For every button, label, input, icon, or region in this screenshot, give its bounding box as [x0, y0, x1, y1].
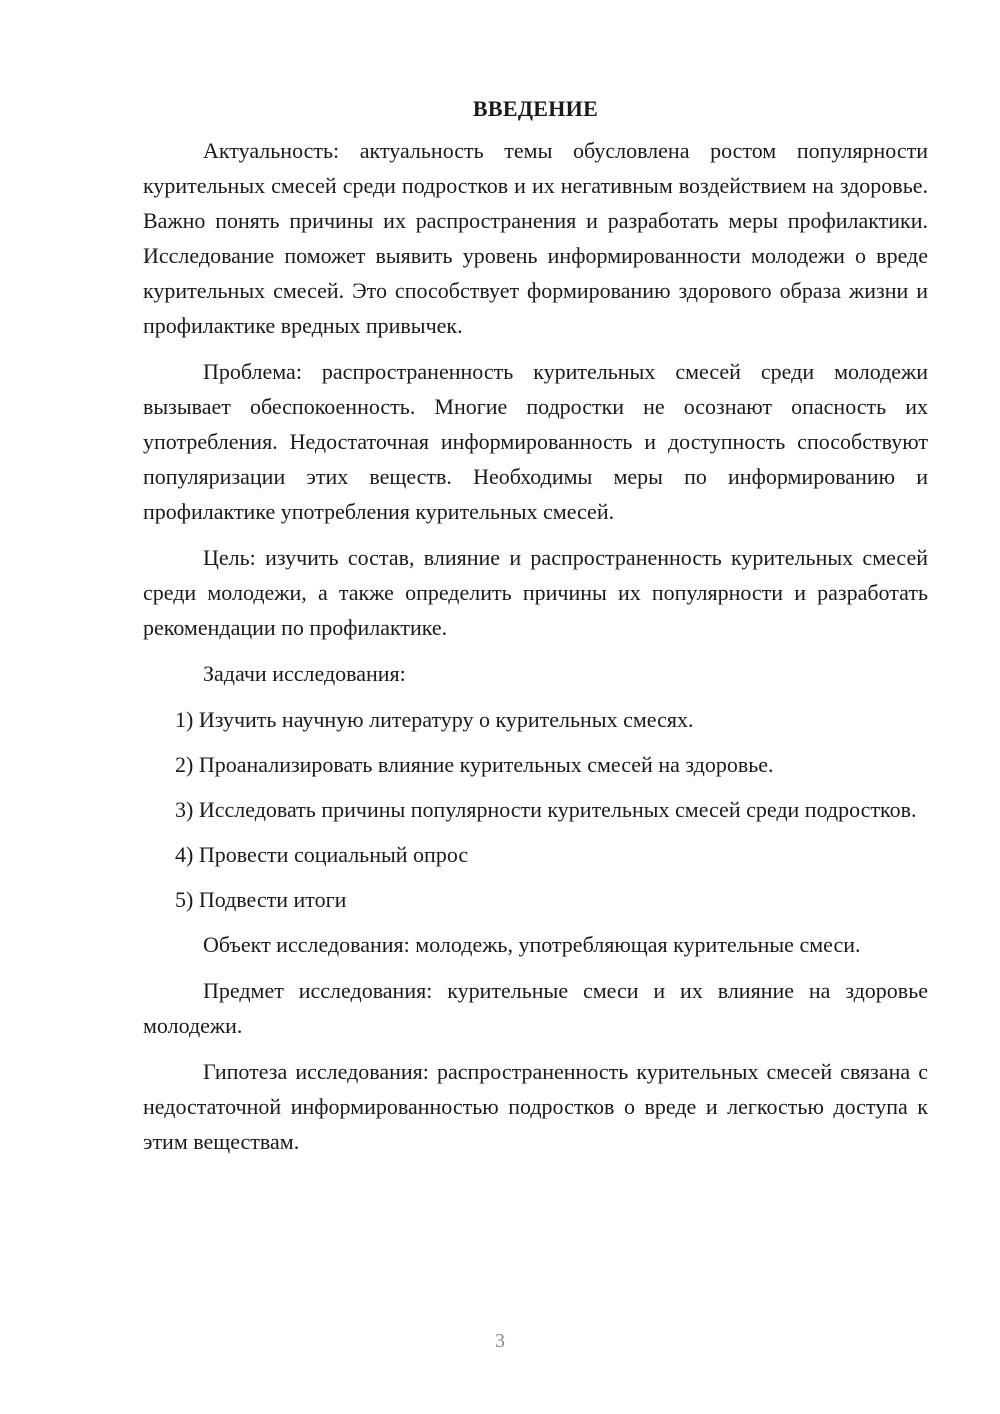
page-title: ВВЕДЕНИЕ: [472, 96, 599, 121]
tasks-list: [143, 702, 928, 917]
tasks-heading: Задачи исследования:: [203, 661, 406, 686]
subject-paragraph: Предмет исследования: курительные смеси и их влияние на здоровье молодежи.: [143, 978, 928, 1038]
relevance-paragraph: Актуальность: актуальность темы обусловлена ростом популярности курительных смесей среди подростков и их негативным воздействием на здоровье. Важно понять причины их распространения и разработать меры профилактики. Исследование поможет выявить уровень информированности молодежи о вреде курительных смесей. Это способствует формированию здорового образа жизни и профилактике вредных привычек.: [143, 138, 928, 338]
goal-paragraph: Цель: изучить состав, влияние и распространенность курительных смесей среди молодежи, а также определить причины их популярности и разработать рекомендации по профилактике.: [143, 545, 928, 640]
list-item: 5) Подвести итоги: [175, 887, 347, 912]
problem-paragraph: Проблема: распространенность курительных смесей среди молодежи вызывает обеспокоенность. Многие подростки не осознают опасность их употребления. Недостаточная информированность и доступность способствуют популяризации этих веществ. Необходимы меры по информированию и профилактике употребления курительных смесей.: [143, 359, 928, 524]
hypothesis-paragraph: Гипотеза исследования: распространенность курительных смесей связана с недостаточной информированностью подростков о вреде и легкостью доступа к этим веществам.: [143, 1059, 928, 1154]
object-paragraph: Объект исследования: молодежь, употребляющая курительные смеси.: [203, 932, 861, 957]
list-item: 4) Провести социальный опрос: [175, 842, 469, 867]
list-item: 3) Исследовать причины популярности курительных смесей среди подростков.: [175, 797, 917, 822]
page-content: [143, 94, 928, 1170]
page-number: 3: [495, 1330, 505, 1352]
list-item: 1) Изучить научную литературу о курительных смесях.: [175, 707, 694, 732]
list-item: 2) Проанализировать влияние курительных смесей на здоровье.: [175, 752, 774, 777]
